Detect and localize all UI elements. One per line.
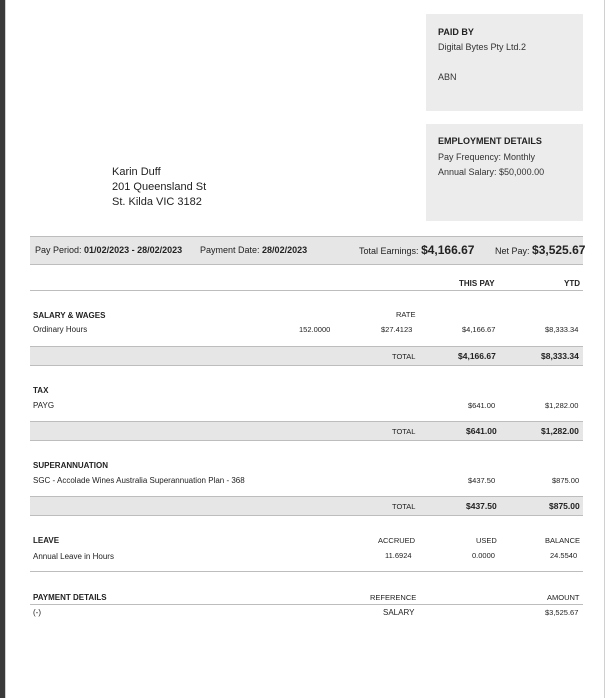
salary-hours: 152.0000 [299, 325, 331, 334]
pay-summary-bar [30, 236, 586, 265]
tax-total-label: TOTAL [392, 427, 416, 436]
paid-by-company: Digital Bytes Pty Ltd.2 [438, 42, 527, 52]
employment-heading: EMPLOYMENT DETAILS [438, 136, 542, 146]
employee-name: Karin Duff [112, 166, 161, 178]
super-this-pay: $437.50 [468, 476, 496, 485]
paid-by-panel [426, 14, 583, 111]
payment-divider [30, 604, 583, 605]
employee-street: 201 Queensland St [112, 181, 207, 193]
net-pay-label: Net Pay: [495, 246, 530, 256]
salary-heading: SALARY & WAGES [33, 311, 106, 320]
net-pay [495, 243, 585, 257]
employee-address [112, 165, 206, 210]
leave-accrued-label: ACCRUED [378, 536, 416, 545]
total-earnings-value: $4,166.67 [421, 243, 475, 257]
annual-salary: Annual Salary: $50,000.00 [438, 167, 545, 177]
salary-rate-label: RATE [396, 310, 416, 319]
leave-item: Annual Leave in Hours [33, 552, 114, 561]
payment-amount-label: AMOUNT [547, 593, 580, 602]
salary-total-label: TOTAL [392, 352, 416, 361]
super-total-this: $437.50 [466, 501, 497, 511]
salary-this-pay: $4,166.67 [462, 325, 496, 334]
tax-total-row [30, 421, 583, 441]
net-pay-value: $3,525.67 [532, 243, 586, 257]
super-total-row [30, 496, 583, 516]
super-total-label: TOTAL [392, 502, 416, 511]
payment-reference-label: REFERENCE [370, 593, 417, 602]
leave-accrued: 11.6924 [385, 551, 412, 560]
super-heading: SUPERANNUATION [33, 461, 108, 470]
header-divider [30, 290, 583, 291]
pay-period-value: 01/02/2023 - 28/02/2023 [84, 245, 183, 255]
leave-used: 0.0000 [472, 551, 495, 560]
salary-item: Ordinary Hours [33, 325, 88, 334]
salary-total-row [30, 346, 583, 366]
leave-balance-label: BALANCE [545, 536, 581, 545]
leave-divider [30, 571, 583, 572]
tax-this-pay: $641.00 [468, 401, 496, 410]
salary-rate: $27.4123 [381, 325, 413, 334]
total-earnings [359, 243, 474, 257]
super-total-ytd: $875.00 [549, 501, 580, 511]
tax-total-this: $641.00 [466, 426, 497, 436]
salary-total-ytd: $8,333.34 [541, 351, 579, 361]
leave-used-label: USED [476, 536, 497, 545]
abn-label: ABN [438, 72, 457, 82]
payment-heading: PAYMENT DETAILS [33, 593, 107, 602]
tax-heading: TAX [33, 386, 49, 395]
salary-ytd: $8,333.34 [545, 325, 579, 334]
tax-total-ytd: $1,282.00 [541, 426, 579, 436]
pay-frequency: Pay Frequency: Monthly [438, 152, 536, 162]
employee-city: St. Kilda VIC 3182 [112, 196, 202, 208]
payment-item: (-) [33, 608, 41, 617]
super-ytd: $875.00 [552, 476, 580, 485]
payment-date-label: Payment Date: [200, 245, 260, 255]
payment-reference: SALARY [383, 608, 415, 617]
salary-total-this: $4,166.67 [458, 351, 496, 361]
pay-period [35, 245, 182, 255]
pay-period-label: Pay Period: [35, 245, 82, 255]
tax-ytd: $1,282.00 [545, 401, 579, 410]
col-ytd: YTD [564, 279, 580, 288]
total-earnings-label: Total Earnings: [359, 246, 419, 256]
employment-details-panel [426, 124, 583, 221]
super-item: SGC - Accolade Wines Australia Superannuation Plan - 368 [33, 476, 245, 485]
leave-heading: LEAVE [33, 536, 60, 545]
paid-by-heading: PAID BY [438, 27, 474, 37]
tax-item: PAYG [33, 401, 55, 410]
leave-balance: 24.5540 [550, 551, 578, 560]
payment-date [200, 245, 307, 255]
payment-date-value: 28/02/2023 [262, 245, 308, 255]
col-this-pay: THIS PAY [459, 279, 495, 288]
payment-amount: $3,525.67 [545, 608, 579, 617]
